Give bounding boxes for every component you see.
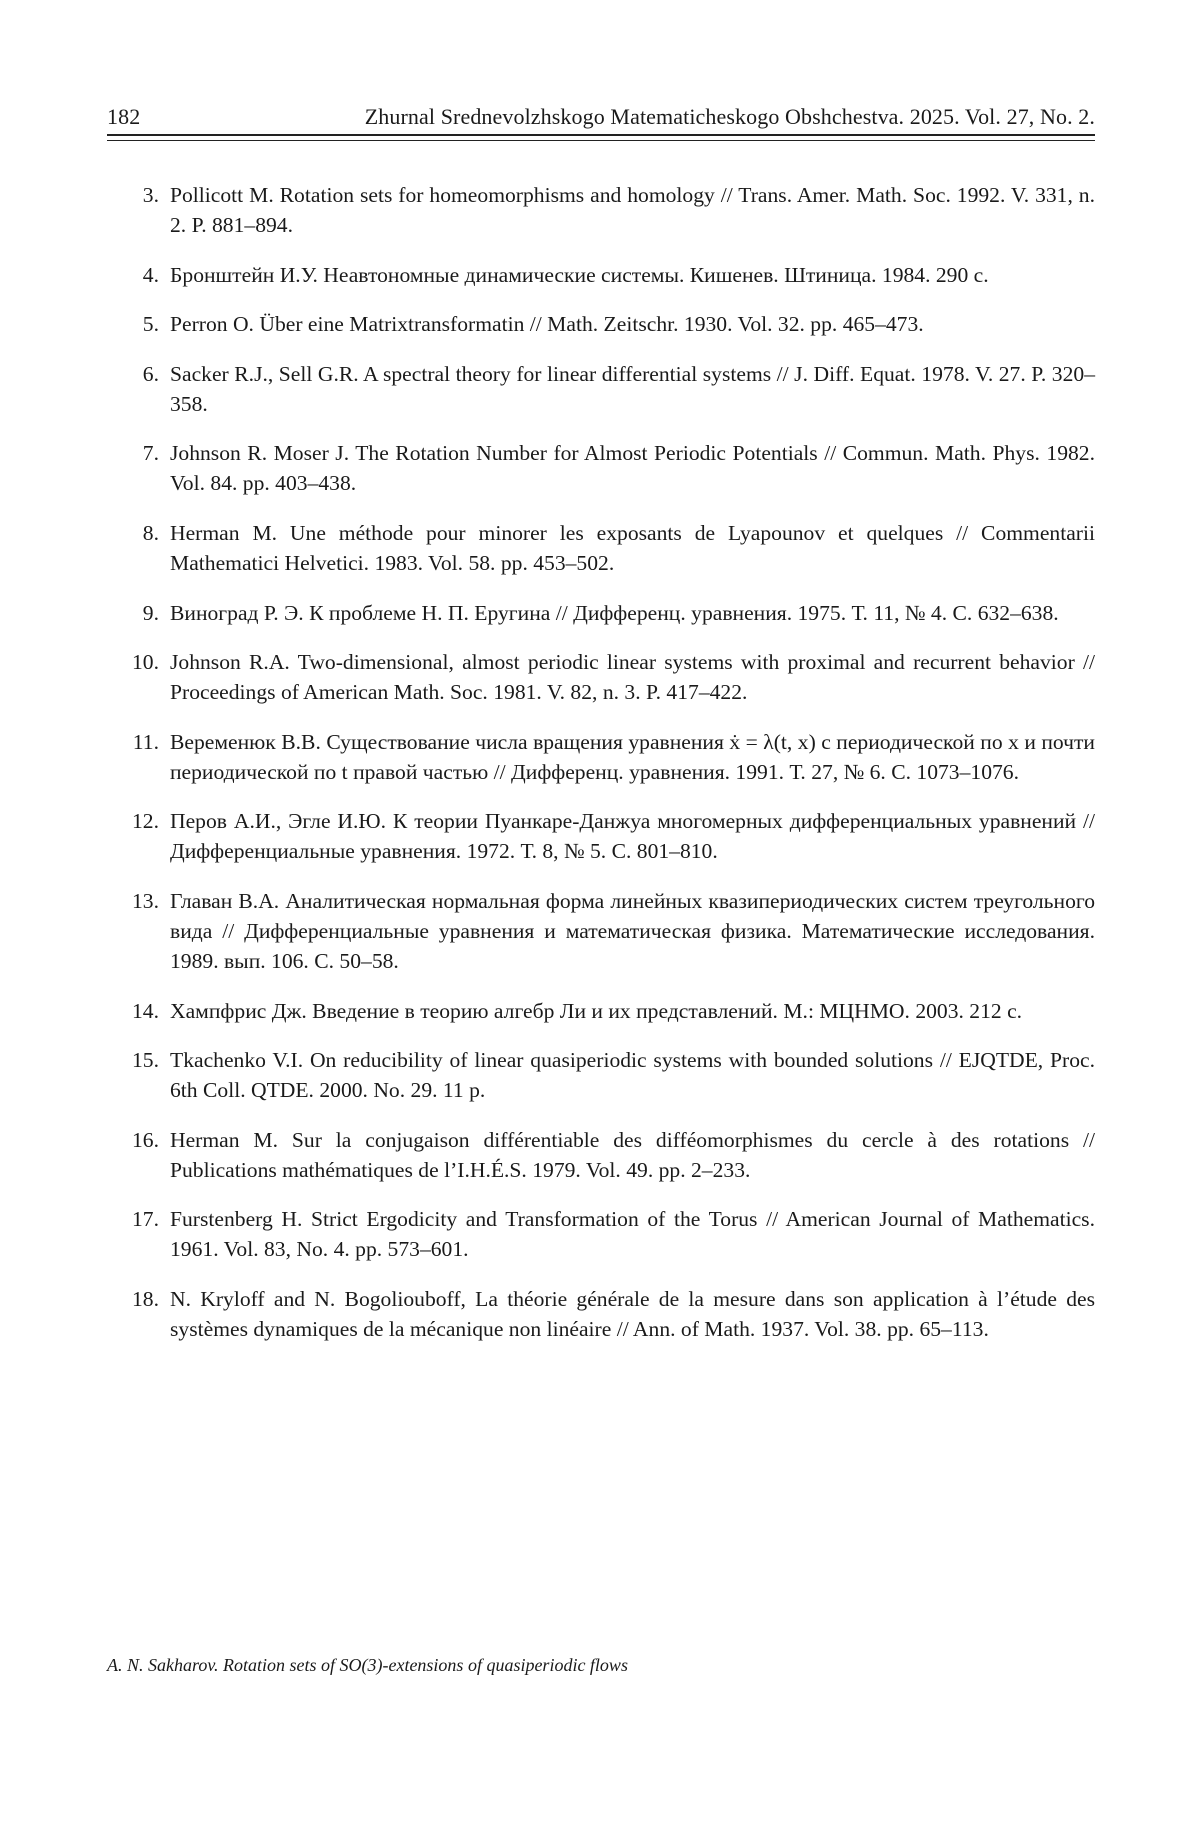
reference-number: 10.: [132, 650, 159, 675]
reference-item: [107, 180, 1095, 240]
reference-number: 11.: [132, 729, 159, 754]
reference-text: Перов А.И., Эгле И.Ю. К теории Пуанкаре-Данжуа многомерных дифференциальных уравнений // Дифференциальные уравнения. 1972. Т. 8, № 5. С. 801–810.: [170, 809, 1095, 864]
reference-number: 9.: [142, 600, 159, 625]
reference-number: 6.: [142, 361, 159, 386]
reference-text: Веременюк В.В. Существование числа вращения уравнения ẋ = λ(t, x) с периодической по x и почти периодической по t правой частью // Дифференц. уравнения. 1991. Т. 27, № 6. С. 1073–1076.: [170, 729, 1095, 784]
reference-number: 18.: [132, 1286, 159, 1311]
journal-title: Zhurnal Srednevolzhskogo Matematicheskogo Obshchestva. 2025. Vol. 27, No. 2.: [364, 104, 1095, 129]
reference-text: Бронштейн И.У. Неавтономные динамические системы. Кишенев. Штиница. 1984. 290 с.: [170, 262, 989, 287]
reference-text: Johnson R.A. Two-dimensional, almost periodic linear systems with proximal and recurrent behavior // Proceedings of American Math. Soc. 1981. V. 82, n. 3. P. 417–422.: [170, 650, 1095, 705]
reference-text: Хампфрис Дж. Введение в теорию алгебр Ли и их представлений. М.: МЦНМО. 2003. 212 с.: [170, 998, 1023, 1023]
header-rule-thick: [107, 134, 1095, 136]
reference-number: 13.: [132, 888, 159, 913]
reference-item: [107, 518, 1095, 578]
reference-number: 17.: [132, 1207, 159, 1232]
reference-item: [107, 1284, 1095, 1344]
reference-number: 5.: [142, 312, 159, 337]
reference-number: 14.: [132, 998, 159, 1023]
reference-text: Herman M. Sur la conjugaison différentiable des difféomorphismes du cercle à des rotations // Publications mathématiques de l’I.H.É.S. 1979. Vol. 49. pp. 2–233.: [170, 1127, 1095, 1182]
reference-item: [107, 806, 1095, 866]
running-head: [107, 104, 1095, 130]
reference-item: [107, 598, 1095, 628]
reference-item: [107, 996, 1095, 1026]
reference-text: Главан В.А. Аналитическая нормальная форма линейных квазипериодических систем треугольного вида // Дифференциальные уравнения и математическая физика. Математические исследования. 1989. вып. 106. С. 50–58.: [170, 888, 1095, 973]
reference-text: Pollicott M. Rotation sets for homeomorphisms and homology // Trans. Amer. Math. Soc. 1992. V. 331, n. 2. P. 881–894.: [170, 183, 1095, 237]
reference-text: Виноград Р. Э. К проблеме Н. П. Еругина // Дифференц. уравнения. 1975. Т. 11, № 4. С. 632–638.: [170, 600, 1059, 625]
reference-item: [107, 438, 1095, 498]
reference-item: [107, 647, 1095, 707]
reference-item: [107, 1125, 1095, 1185]
reference-text: Johnson R. Moser J. The Rotation Number for Almost Periodic Potentials // Commun. Math. Phys. 1982. Vol. 84. pp. 403–438.: [170, 441, 1095, 496]
reference-text: Tkachenko V.I. On reducibility of linear quasiperiodic systems with bounded solutions // EJQTDE, Proc. 6th Coll. QTDE. 2000. No. 29. 11 p.: [170, 1048, 1095, 1103]
page-number: 182: [107, 104, 141, 129]
header-rule-thin: [107, 140, 1095, 141]
footer-citation: A. N. Sakharov. Rotation sets of SO(3)-extensions of quasiperiodic flows: [107, 1655, 628, 1675]
reference-item: [107, 727, 1095, 787]
reference-item: [107, 309, 1095, 339]
reference-number: 4.: [142, 262, 159, 287]
reference-list: [107, 180, 1095, 1364]
reference-item: [107, 1045, 1095, 1105]
reference-text: N. Kryloff and N. Bogoliouboff, La théorie générale de la mesure dans son application à l’étude des systèmes dynamiques de la mécanique non linéaire // Ann. of Math. 1937. Vol. 38. pp. 65–113.: [170, 1286, 1095, 1341]
reference-number: 7.: [142, 441, 159, 466]
reference-number: 16.: [132, 1127, 159, 1152]
reference-item: [107, 359, 1095, 419]
reference-text: Herman M. Une méthode pour minorer les exposants de Lyapounov et quelques // Commentarii Mathematici Helvetici. 1983. Vol. 58. pp. 453–502.: [170, 520, 1095, 575]
reference-item: [107, 886, 1095, 976]
reference-text: Sacker R.J., Sell G.R. A spectral theory for linear differential systems // J. Diff. Equat. 1978. V. 27. P. 320–358.: [170, 361, 1095, 416]
reference-number: 8.: [142, 520, 159, 545]
reference-text: Furstenberg H. Strict Ergodicity and Transformation of the Torus // American Journal of Mathematics. 1961. Vol. 83, No. 4. pp. 573–601.: [170, 1207, 1095, 1262]
reference-text: Perron O. Über eine Matrixtransformatin // Math. Zeitschr. 1930. Vol. 32. pp. 465–473.: [170, 312, 924, 337]
reference-number: 15.: [132, 1048, 159, 1073]
reference-item: [107, 1204, 1095, 1264]
reference-number: 3.: [142, 183, 159, 207]
reference-item: [107, 260, 1095, 290]
reference-number: 12.: [132, 809, 159, 834]
